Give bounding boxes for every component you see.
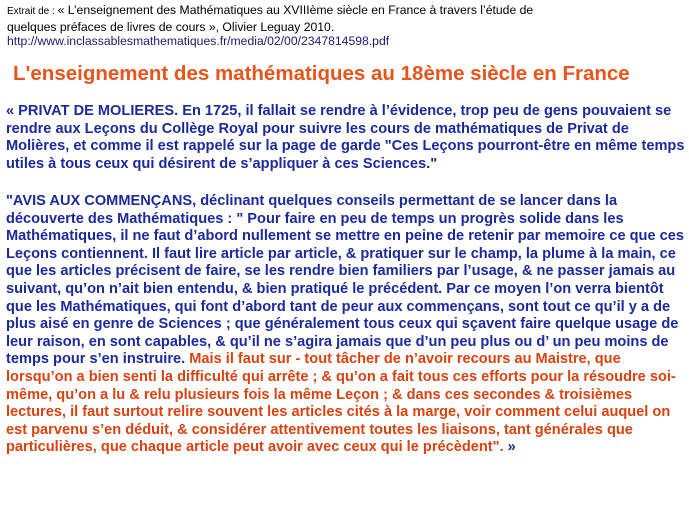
source-citation: [7, 3, 677, 49]
paragraph-avis-closing-quote: »: [503, 439, 516, 456]
page-title: L'enseignement des mathématiques au 18ème siècle en France: [13, 62, 630, 85]
paragraph-avis-orange-text: Mais il faut sur - tout tâcher de n’avoir recours au Maistre, que lorsqu’on a bien senti la difficulté qui arrête ; & qu’on a fait tous ces efforts pour la résoudre soi-même, qu’on a lu & relu plusieurs fois la même Leçon ; & dans ces secondes & troisièmes lectures, il faut surtout relire souvent les articles cités à la marge, voir comment celui auquel on est parvenu s’en déduit, & considérer attentivement toutes les liaisons, tant générales que particulières, que chaque article peut avoir avec ceux qui le précèdent".: [6, 351, 676, 456]
source-prefix: Extrait de :: [7, 6, 58, 17]
paragraph-avis-aux-commencans: [6, 193, 686, 457]
source-title-line2: quelques préfaces de livres de cours », Olivier Leguay 2010.: [7, 19, 335, 34]
paragraph-avis-blue-text: "AVIS AUX COMMENÇANS, déclinant quelques conseils permettant de se lancer dans la découverte des Mathématiques : " Pour faire en peu de temps un progrès solide dans les Mathématiques, il ne faut d’abord nullement se mettre en peine de retenir par memoire ce que ces Leçons contiennent. Il faut lire article par article, & pratiquer sur le champ, la plume à la main, ce que les articles précisent de faire, se les rendre bien familiers par l’usage, & ne passer jamais au suivant, qu’on n’ait bien entendu, & bien pratiqué le précédent. Par ce moyen l’on verra bientôt que les Mathématiques, qui font d’abord tant de peur aux commençans, sont tout ce qu’il y a de plus aisé en genre de Sciences ; que généralement tous ceux qui sçavent faire quelque usage de leur raison, en sont capables, & qu’il ne s’agira jamais que d’un peu plus ou d’ un peu moins de temps pour s’en instruire.: [6, 193, 684, 368]
source-url[interactable]: http://www.inclassablesmathematiques.fr/media/02/00/2347814598.pdf: [7, 34, 390, 48]
source-title-line1: « L’enseignement des Mathématiques au XVIIIème siècle en France à travers l’étude de: [57, 3, 534, 17]
paragraph-privat-de-molieres: « PRIVAT DE MOLIERES. En 1725, il fallait se rendre à l’évidence, trop peu de gens pouvaient se rendre aux Leçons du Collège Royal pour suivre les cours de mathématiques de Privat de Molières, et comme il est rappelé sur la page de garde "Ces Leçons pourront-être en même temps utiles à tous ceux qui désirent de s’appliquer à ces Sciences.": [6, 103, 685, 172]
